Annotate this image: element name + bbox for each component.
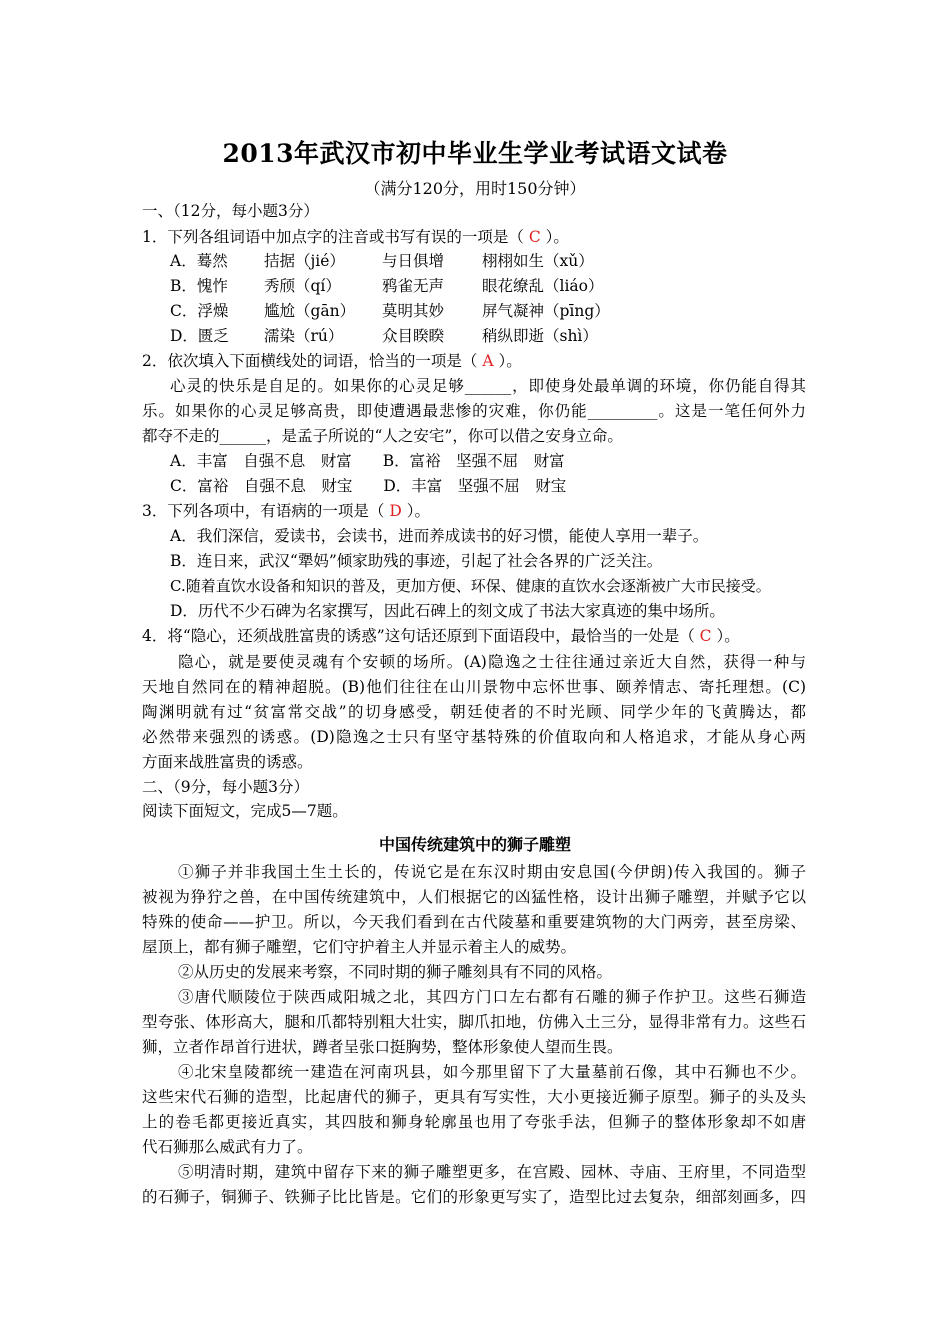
- option-word: A．蓦然: [170, 252, 228, 270]
- option-word: D．匮乏: [170, 327, 229, 345]
- option-word: 鸦雀无声: [382, 277, 445, 295]
- option-word: 濡染（rú）: [264, 327, 344, 345]
- question-1-stem: 1．下列各组词语中加点字的注音或书写有误的一项是（: [142, 228, 524, 246]
- question-1-option-b: [170, 275, 604, 297]
- question-1-stem-end: ）。: [545, 228, 569, 246]
- article-line: 特殊的使命——护卫。所以，今天我们看到在古代陵墓和重要建筑物的大门两旁，甚至房梁、: [142, 913, 806, 931]
- question-2-stem: 2．依次填入下面横线处的词语，恰当的一项是（: [142, 352, 478, 370]
- question-3-option-a: A．我们深信，爱读书，会读书，进而养成读书的好习惯，能使人享用一辈子。: [170, 527, 709, 545]
- question-2-stem-end: ）。: [498, 352, 522, 370]
- section-2-intro: 阅读下面短文，完成5—7题。: [142, 802, 348, 820]
- question-4-answer: C: [699, 627, 712, 645]
- question-3-option-d: D．历代不少石碑为名家撰写，因此石碑上的刻文成了书法大家真迹的集中场所。: [170, 602, 725, 620]
- exam-title: 2013年武汉市初中毕业生学业考试语文试卷: [222, 139, 728, 168]
- article-line: 代石狮那么威武有力了。: [142, 1138, 313, 1156]
- question-3-option-b: B．连日来，武汉“犟妈”倾家助残的事迹，引起了社会各界的广泛关注。: [170, 552, 663, 570]
- article-line: 被视为狰狞之兽，在中国传统建筑中，人们根据它的凶猛性格，设计出狮子雕塑，并赋予它以: [142, 888, 806, 906]
- question-2-passage-line: 心灵的快乐是自足的。如果你的心灵足够______，即使身处最单调的环境，你仍能自得其: [170, 377, 806, 395]
- option-word: 秀颀（qí）: [264, 277, 341, 295]
- question-4-passage-line: 天地自然同在的精神超脱。(B)他们往往在山川景物中忘怀世事、颐养情志、寄托理想。(C): [142, 678, 806, 696]
- question-3-option-c: C.随着直饮水设备和知识的普及，更加方便、环保、健康的直饮水会逐渐被广大市民接受。: [170, 577, 771, 595]
- option-word: 莫明其妙: [382, 302, 445, 320]
- question-4: [142, 625, 740, 647]
- question-4-stem-end: ）。: [716, 627, 740, 645]
- option-word: B．愧怍: [170, 277, 228, 295]
- question-4-passage-line: 隐心，就是要使灵魂有个安顿的场所。(A)隐逸之士往往通过亲近大自然，获得一种与: [178, 653, 806, 671]
- question-4-passage-line: 必然带来强烈的诱惑。(D)隐逸之士只有坚守基特殊的价值取向和人格追求，才能从身心两: [142, 728, 806, 746]
- section-2-heading: 二、（9分，每小题3分）: [142, 778, 309, 796]
- question-1-option-a: [170, 250, 594, 272]
- option-word: 拮据（jié）: [264, 252, 345, 270]
- question-1-option-c: [170, 300, 610, 322]
- option-word: 尴尬（gān）: [264, 302, 356, 320]
- question-2-options-ab: A．丰富 自强不息 财富 B．富裕 坚强不屈 财富: [170, 452, 565, 470]
- question-3: [142, 500, 430, 522]
- question-2-passage-line: 都夺不走的______，是孟子所说的“人之安宅”，你可以借之安身立命。: [142, 427, 623, 445]
- article-line: 型夸张、体形高大，腿和爪都特别粗大壮实，脚爪扣地，仿佛入土三分，显得非常有力。这些石: [142, 1013, 806, 1031]
- article-line: ②从历史的发展来考察，不同时期的狮子雕刻具有不同的风格。: [178, 963, 613, 981]
- option-word: 栩栩如生（xǔ）: [482, 252, 594, 270]
- question-3-stem: 3．下列各项中，有语病的一项是（: [142, 502, 385, 520]
- question-4-passage-line: 陶渊明就有过“贫富常交战”的切身感受，朝廷使者的不时光顾、同学少年的飞黄腾达，都: [142, 703, 806, 721]
- option-word: 眼花缭乱（liáo）: [482, 277, 604, 295]
- article-line: 上的卷毛都更接近真实，其四肢和狮身轮廓虽也用了夸张手法，但狮子的整体形象却不如唐: [142, 1113, 806, 1131]
- question-2-passage-line: 乐。如果你的心灵足够高贵，即使遭遇最悲惨的灾难，你仍能_________。这是一笔任何外力: [142, 402, 806, 420]
- option-word: 众目睽睽: [382, 327, 445, 345]
- article-line: 这些宋代石狮的造型，比起唐代的狮子，更具有写实性，大小更接近狮子原型。狮子的头及头: [142, 1088, 806, 1106]
- option-word: C．浮燥: [170, 302, 229, 320]
- option-word: 与日俱增: [382, 252, 445, 270]
- question-2-options-cd: C．富裕 自强不息 财宝 D．丰富 坚强不屈 财宝: [170, 477, 567, 495]
- article-title: 中国传统建筑中的狮子雕塑: [378, 835, 571, 854]
- question-1: [142, 226, 569, 248]
- question-4-passage-line: 方面来战胜富贵的诱惑。: [142, 753, 313, 771]
- article-line: ④北宋皇陵都统一建造在河南巩县，如今那里留下了大量墓前石像，其中石狮也不少。: [178, 1063, 806, 1081]
- option-word: 屏气凝神（pīng）: [482, 302, 610, 320]
- article-line: 狮，立者作昂首行进状，蹲者呈张口挺胸势，整体形象使人望而生畏。: [142, 1038, 623, 1056]
- question-2-answer: A: [482, 352, 494, 370]
- question-2: [142, 350, 522, 372]
- section-1-heading: 一、（12分，每小题3分）: [142, 202, 319, 220]
- exam-subtitle: （满分120分，用时150分钟）: [364, 179, 586, 198]
- question-4-stem: 4．将“隐心，还须战胜富贵的诱惑”这句话还原到下面语段中，最恰当的一处是（: [142, 627, 695, 645]
- question-1-option-d: [170, 325, 598, 347]
- question-1-answer: C: [528, 228, 541, 246]
- article-line: ①狮子并非我国土生土长的，传说它是在东汉时期由安息国(今伊朗)传入我国的。狮子: [178, 863, 806, 881]
- question-3-stem-end: ）。: [406, 502, 430, 520]
- article-line: 的石狮子，铜狮子、铁狮子比比皆是。它们的形象更写实了，造型比过去复杂，细部刻画多，四: [142, 1188, 806, 1206]
- article-line: ③唐代顺陵位于陕西咸阳城之北，其四方门口左右都有石雕的狮子作护卫。这些石狮造: [178, 988, 806, 1006]
- article-line: 屋顶上，都有狮子雕塑，它们守护着主人并显示着主人的威势。: [142, 938, 577, 956]
- article-line: ⑤明清时期，建筑中留存下来的狮子雕塑更多，在宫殿、园林、寺庙、王府里，不同造型: [178, 1163, 806, 1181]
- question-3-answer: D: [389, 502, 402, 520]
- option-word: 稍纵即逝（shì）: [482, 327, 598, 345]
